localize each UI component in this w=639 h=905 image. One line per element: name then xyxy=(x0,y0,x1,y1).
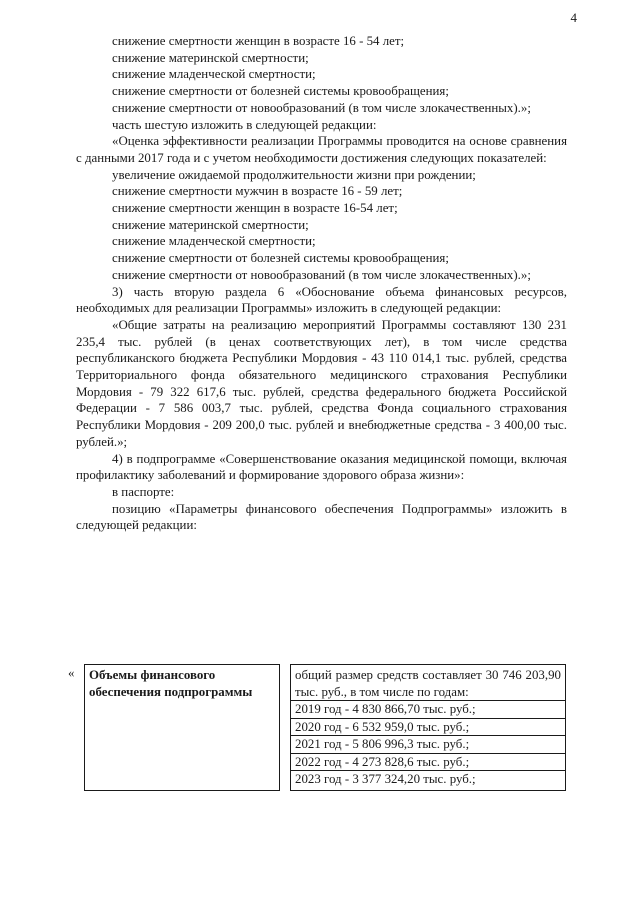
financing-table xyxy=(68,664,566,791)
year-row: 2019 год - 4 830 866,70 тыс. руб.; xyxy=(291,701,565,719)
table-value-cell xyxy=(291,665,566,791)
year-row: 2020 год - 6 532 959,0 тыс. руб.; xyxy=(291,719,565,737)
list-item: снижение младенческой смертности; xyxy=(112,67,316,82)
total-amount: общий размер средств составляет 30 746 203,90 тыс. руб., в том числе по годам: xyxy=(291,667,565,701)
list-item: увеличение ожидаемой продолжительности жизни при рождении; xyxy=(112,167,476,182)
list-item: снижение смертности от новообразований (в том числе злокачественных).»; xyxy=(112,100,531,115)
paragraph: часть шестую изложить в следующей редакции: xyxy=(112,117,377,132)
year-row: 2021 год - 5 806 996,3 тыс. руб.; xyxy=(291,736,565,754)
list-item: снижение смертности от болезней системы кровообращения; xyxy=(112,251,449,266)
open-quote: « xyxy=(68,665,75,680)
paragraph: 3) часть вторую раздела 6 «Обоснование объема финансовых ресурсов, необходимых для реализации Программы» изложить в следующей редакции: xyxy=(76,284,567,316)
table-label-cell: Объемы финансового обеспечения подпрограммы xyxy=(85,665,280,791)
list-item: снижение смертности от болезней системы кровообращения; xyxy=(112,84,449,99)
document-body xyxy=(76,33,567,534)
paragraph: в паспорте: xyxy=(112,484,175,499)
page-number: 4 xyxy=(570,10,577,25)
list-item: снижение младенческой смертности; xyxy=(112,234,316,249)
list-item: снижение материнской смертности; xyxy=(112,217,309,232)
list-item: снижение материнской смертности; xyxy=(112,50,309,65)
year-row: 2023 год - 3 377 324,20 тыс. руб.; xyxy=(295,772,476,786)
list-item: снижение смертности от новообразований (в том числе злокачественных).»; xyxy=(112,267,531,282)
paragraph: позицию «Параметры финансового обеспечения Подпрограммы» изложить в следующей редакции: xyxy=(76,501,567,533)
list-item: снижение смертности женщин в возрасте 16-54 лет; xyxy=(112,201,398,216)
list-item: снижение смертности мужчин в возрасте 16 - 59 лет; xyxy=(112,184,403,199)
year-row: 2022 год - 4 273 828,6 тыс. руб.; xyxy=(291,754,565,772)
list-item: снижение смертности женщин в возрасте 16 - 54 лет; xyxy=(112,34,405,48)
paragraph: «Оценка эффективности реализации Программы проводится на основе сравнения с данными 2017 года и с учетом необходимости достижения следующих показателей: xyxy=(76,134,567,165)
paragraph: 4) в подпрограмме «Совершенствование оказания медицинской помощи, включая профилактику заболеваний и формирование здорового образа жизни»: xyxy=(76,451,567,483)
paragraph: «Общие затраты на реализацию мероприятий Программы составляют 130 231 235,4 тыс. рублей (в ценах соответствующих лет), в том числе средства республиканского бюджета Республики Мордовия - 43 110 014,1 тыс. рублей, средства Территориального фонда обязательного медицинского страхования Республики Мордовия - 79 322 617,6 тыс. рублей, средства федерального бюджета Российской Федерации - 7 586 003,7 тыс. рублей, средства Фонда социального страхования Республики Мордовия - 209 200,0 тыс. рублей и внебюджетные средства - 3 400,00 тыс. рублей.»; xyxy=(76,317,567,449)
